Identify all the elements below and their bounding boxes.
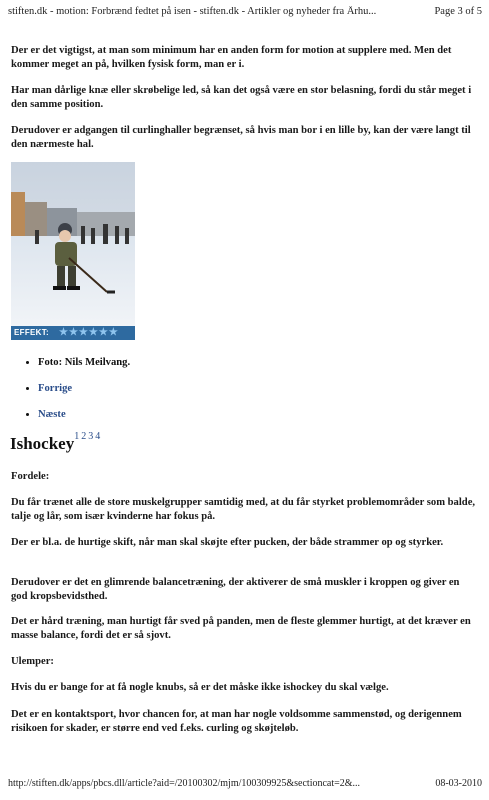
page-link-2[interactable]: 2 [81, 431, 87, 443]
paragraph: Det er en kontaktsport, hvor chancen for, at man har nogle voldsomme sammenstød, og derigennem risikoen for skader, er større end ved f.eks. curling og skøjteløb. [11, 709, 462, 734]
paragraph: Hvis du er bange for at få nogle knubs, så er det måske ikke ishockey du skal vælge. [11, 682, 389, 693]
page-link-1[interactable]: 1 [74, 431, 80, 443]
effekt-label: EFFEKT: [14, 328, 49, 337]
paragraph: Det er hård træning, man hurtigt får sved på panden, men de fleste glemmer hurtigt, at det kræver en masse balance, fordi det er så sjovt. [11, 616, 471, 641]
page-links [74, 431, 102, 442]
section-title: Ishockey [10, 434, 75, 453]
page-link-4[interactable]: 4 [95, 431, 101, 443]
paragraph: Der er bl.a. de hurtige skift, når man skal skøjte efter pucken, der både strammer op og styrker. [11, 537, 444, 548]
page-url: http://stiften.dk/apps/pbcs.dll/article?aid=/20100302/mjm/100309925&sectioncat=2&... [8, 778, 361, 789]
next-link[interactable]: Næste [38, 409, 66, 420]
print-date: 08-03-2010 [435, 778, 482, 789]
paragraph: Derudover er det en glimrende balancetræning, der aktiverer de små muskler i kroppen og giver en god kropsbevidsthed. [11, 577, 460, 602]
article-photo [11, 162, 135, 340]
print-header [8, 6, 482, 20]
section-heading [10, 431, 102, 454]
ulemper-label: Ulemper: [11, 656, 54, 667]
paragraph: Har man dårlige knæ eller skrøbelige led, så kan det også være en stor belasning, fordi du står meget i den samme position. [11, 85, 472, 110]
ice-hockey-photo [11, 162, 135, 340]
print-footer [8, 778, 482, 789]
effekt-bar [11, 326, 135, 340]
paragraph: Derudover er adgangen til curlinghaller begrænset, så hvis man bor i en lille by, kan der være langt til den nærmeste hal. [11, 125, 471, 150]
paragraph: Du får trænet alle de store muskelgrupper samtidig med, at du får styrket problemområder som balde, talje og lår, som især kvinderne har fokus på. [11, 497, 476, 522]
fordele-label: Fordele: [11, 471, 50, 482]
list-item [38, 382, 130, 408]
photo-caption: Foto: Nils Meilvang. [38, 357, 131, 368]
photo-links [11, 356, 130, 434]
paragraph: Der er det vigtigst, at man som minimum har en anden form for motion at supplere med. Men det kommer meget an på, hvilken fysisk form, man er i. [11, 45, 452, 70]
page-link-3[interactable]: 3 [88, 431, 94, 443]
rating-stars: ★★★★★★ [59, 327, 119, 338]
page-title: stiften.dk - motion: Forbrænd fedtet på isen - stiften.dk - Artikler og nyheder fra Århu... [8, 6, 377, 17]
page-number: Page 3 of 5 [434, 6, 482, 17]
previous-link[interactable]: Forrige [38, 383, 73, 394]
list-item [38, 356, 130, 382]
